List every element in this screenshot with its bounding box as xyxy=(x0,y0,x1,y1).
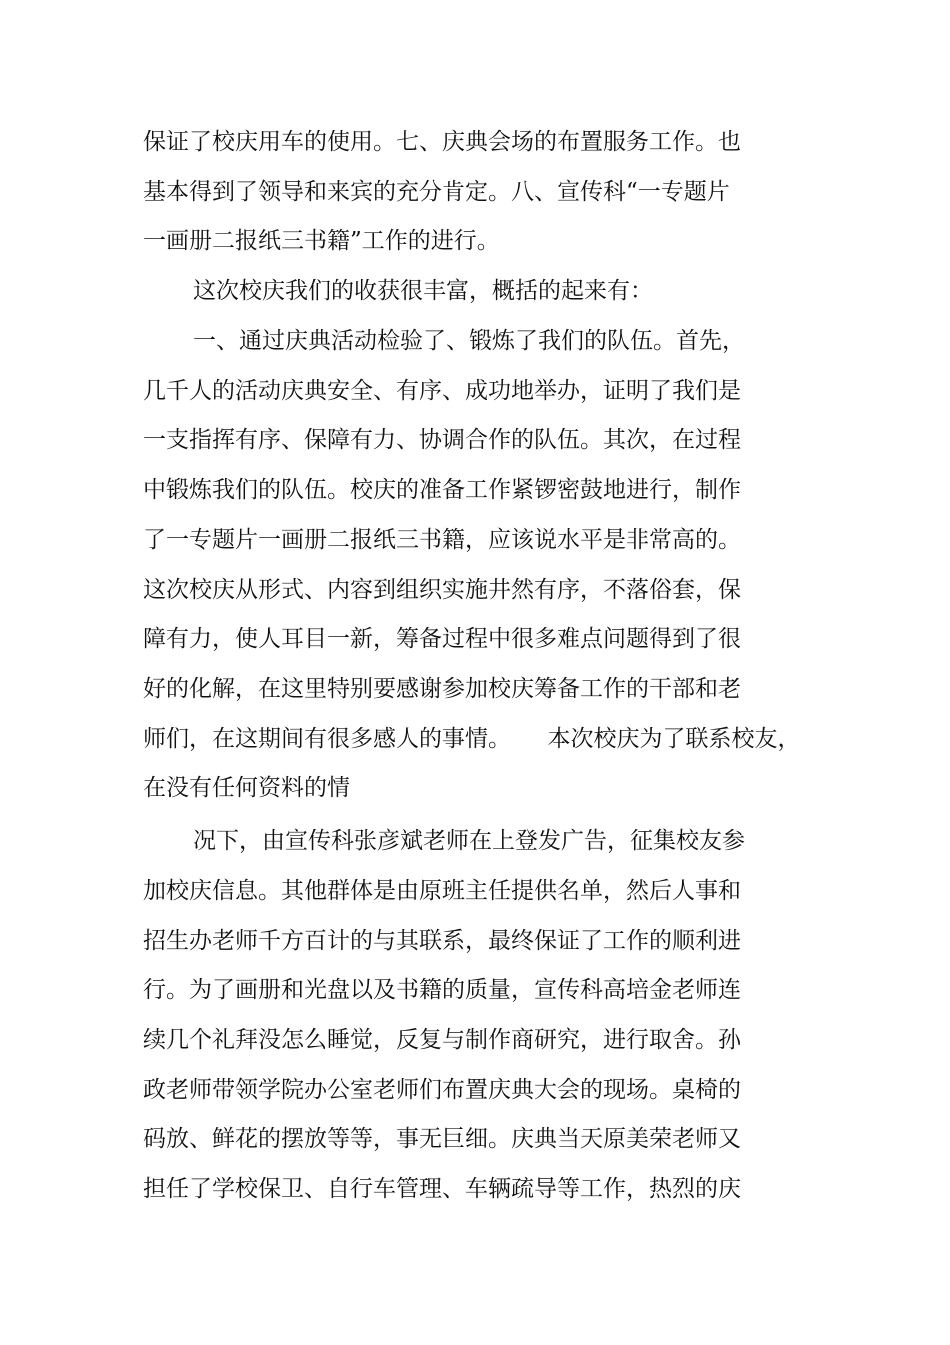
text-line: 好的化解，在这里特别要感谢参加校庆筹备工作的干部和老 xyxy=(143,676,741,702)
text-line: 这次校庆从形式、内容到组织实施井然有序，不落俗套，保 xyxy=(143,577,741,603)
text-line: 障有力，使人耳目一新，筹备过程中很多难点问题得到了很 xyxy=(143,626,741,652)
text-line: 几千人的活动庆典安全、有序、成功地举办，证明了我们是 xyxy=(143,378,741,404)
text-line: 政老师带领学院办公室老师们布置庆典大会的现场。桌椅的 xyxy=(143,1077,741,1103)
text-line: 一支指挥有序、保障有力、协调合作的队伍。其次，在过程 xyxy=(143,427,741,453)
text-line: 加校庆信息。其他群体是由原班主任提供名单，然后人事和 xyxy=(143,878,741,904)
text-line: 在没有任何资料的情 xyxy=(143,775,350,801)
text-line: 续几个礼拜没怎么睡觉，反复与制作商研究，进行取舍。孙 xyxy=(143,1027,741,1053)
paragraph-first-line: 这次校庆我们的收获很丰富，概括的起来有： xyxy=(193,278,653,304)
text-line: 基本得到了领导和来宾的充分肯定。八、宣传科“一专题片 xyxy=(143,179,730,205)
paragraph-first-line: 况下，由宣传科张彦斌老师在上登发广告，征集校友参 xyxy=(193,828,745,854)
text-line: 保证了校庆用车的使用。七、庆典会场的布置服务工作。也 xyxy=(143,129,741,155)
text-line: 担任了学校保卫、自行车管理、车辆疏导等工作，热烈的庆 xyxy=(143,1176,741,1202)
paragraph-first-line: 一、通过庆典活动检验了、锻炼了我们的队伍。首先， xyxy=(193,328,745,354)
text-line: 了一专题片一画册二报纸三书籍，应该说水平是非常高的。 xyxy=(143,527,741,553)
text-line: 师们，在这期间有很多感人的事情。 本次校庆为了联系校友， xyxy=(143,726,801,752)
text-line: 码放、鲜花的摆放等等，事无巨细。庆典当天原美荣老师又 xyxy=(143,1126,741,1152)
text-line: 行。为了画册和光盘以及书籍的质量，宣传科高培金老师连 xyxy=(143,977,741,1003)
text-line: 一画册二报纸三书籍”工作的进行。 xyxy=(143,228,500,254)
text-line: 招生办老师千方百计的与其联系，最终保证了工作的顺利进 xyxy=(143,928,741,954)
text-line: 中锻炼我们的队伍。校庆的准备工作紧锣密鼓地进行，制作 xyxy=(143,477,741,503)
